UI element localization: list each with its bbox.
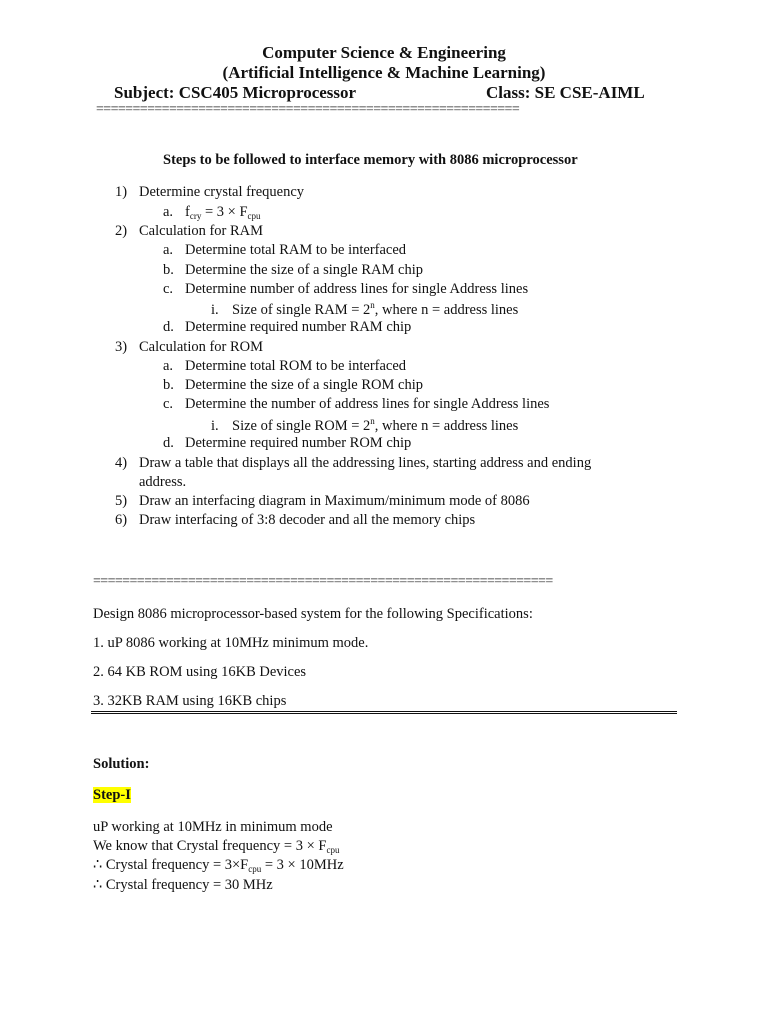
list-item-continuation: address. [139, 474, 187, 490]
solution-line: We know that Crystal frequency = $3 \times F_{cpu}$ [93, 838, 340, 855]
crystal-formula: $f_{cry} = 3 \times F_{cpu}$ [185, 204, 261, 221]
spec-item: 1. uP 8086 working at 10MHz minimum mode. [93, 635, 369, 651]
list-item: 1) Determine crystal frequency [115, 184, 305, 200]
step-label: Step-I [93, 787, 131, 803]
list-item: i. Size of single ROM = $2^n$, where n = address lines [211, 416, 519, 434]
list-item: b. Determine the size of a single RAM chip [163, 262, 423, 278]
solution-line: ∴ Crystal frequency = 30 MHz [93, 877, 273, 893]
header-line-2: (Artificial Intelligence & Machine Learning) [222, 63, 546, 82]
subject-label: Subject: CSC405 Microprocessor [114, 83, 357, 102]
spec-item: 2. 64 KB ROM using 16KB Devices [93, 664, 307, 680]
solution-heading: Solution: [93, 756, 150, 772]
list-item: i. Size of single RAM = $2^n$, where n = address lines [211, 300, 519, 318]
list-item: 6) Draw interfacing of 3:8 decoder and all the memory chips [115, 512, 476, 528]
list-item: 3) Calculation for ROM [115, 339, 264, 355]
list-item: a. $f_{cry} = 3 \times F_{cpu}$ [163, 204, 261, 221]
list-item: b. Determine the size of a single ROM chip [163, 377, 423, 393]
double-divider [91, 711, 677, 714]
steps-title: Steps to be followed to interface memory with 8086 microprocessor [163, 152, 578, 168]
list-item: a. Determine total RAM to be interfaced [163, 242, 407, 258]
list-item: d. Determine required number RAM chip [163, 319, 412, 335]
header-line-1: Computer Science & Engineering [262, 43, 506, 62]
spec-item: 3. 32KB RAM using 16KB chips [93, 693, 287, 709]
list-item: 4) Draw a table that displays all the addressing lines, starting address and ending [115, 455, 592, 471]
class-label: Class: SE CSE-AIML [486, 83, 645, 102]
list-item: a. Determine total ROM to be interfaced [163, 358, 407, 374]
solution-line: uP working at 10MHz in minimum mode [93, 819, 333, 835]
list-item: 2) Calculation for RAM [115, 223, 264, 239]
list-item: c. Determine the number of address lines for single Address lines [163, 396, 550, 412]
list-item: c. Determine number of address lines for single Address lines [163, 281, 529, 297]
list-item: d. Determine required number ROM chip [163, 435, 412, 451]
design-intro: Design 8086 microprocessor-based system for the following Specifications: [93, 606, 533, 622]
solution-line: ∴ Crystal frequency = $3\times F_{cpu} = 3 \times 10MHz$ [93, 857, 344, 874]
list-item: 5) Draw an interfacing diagram in Maximum/minimum mode of 8086 [115, 493, 530, 509]
section-separator: =============================================================== [93, 574, 553, 589]
header-separator: ========================================================== [96, 102, 520, 117]
